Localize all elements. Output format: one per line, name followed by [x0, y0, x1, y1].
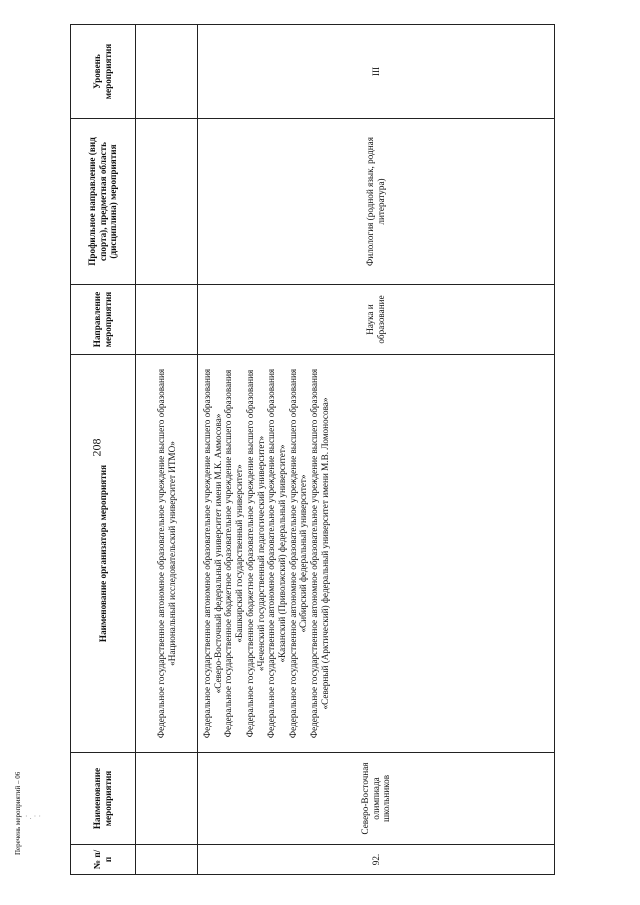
header-event-name: Наименование мероприятия	[71, 753, 136, 845]
prev-direction-cell	[136, 285, 198, 355]
footer-caption: Перечень мероприятий – 06	[14, 771, 22, 855]
prev-event-name-cell	[136, 753, 198, 845]
organizer-line: Федеральное государственное автономное образовательное учреждение высшего образования «Казанский (Приволжский) федеральный университет»	[266, 368, 287, 739]
table-row-previous	[136, 25, 198, 875]
prev-organizer-cell: Федеральное государственное автономное образовательное учреждение высшего образования «Национальный исследовательский университет ИТМО»	[136, 355, 198, 753]
prev-level-cell	[136, 25, 198, 119]
page-number: 208	[89, 438, 104, 457]
row-direction-cell: Наука и образование	[198, 285, 555, 355]
organizer-line: Федеральное государственное автономное образовательное учреждение высшего образования «Сибирский федеральный университет»	[287, 368, 309, 739]
events-table	[70, 24, 555, 875]
organizer-line: Федеральное государственное бюджетное образовательное учреждение высшего образования «Башкирский государственный университет»	[223, 369, 245, 738]
organizer-line: Федеральное государственное бюджетное образовательное учреждение высшего образования «Чеченский государственный педагогический университет»	[244, 369, 266, 738]
header-profile: Профильное направление (вид спорта), предметная область (дисциплина) мероприятия	[71, 119, 136, 285]
organizer-line: Федеральное государственное автономное образовательное учреждение высшего образования «Северный (Арктический) федеральный университет имени М.В. Ломоносова»	[309, 368, 330, 739]
row-profile-cell: Филология (родной язык, родная литература)	[198, 119, 555, 285]
row-organizer-cell	[198, 355, 555, 753]
table-header-row	[71, 25, 136, 875]
events-table-wrapper	[70, 25, 615, 875]
row-level-cell: III	[198, 25, 555, 119]
table-row-92	[198, 25, 555, 875]
row-event-name-cell: Северо-Восточная олимпиада школьников	[198, 753, 555, 845]
header-num: № п/п	[71, 845, 136, 875]
header-organizer: Наименование организатора мероприятия	[71, 355, 136, 753]
prev-profile-cell	[136, 119, 198, 285]
header-direction: Направление мероприятия	[71, 285, 136, 355]
header-level: Уровень мероприятия	[71, 25, 136, 119]
scan-artifact: · . · ·	[25, 812, 41, 821]
prev-num-cell	[136, 845, 198, 875]
organizer-line: Федеральное государственное автономное образовательное учреждение высшего образования «Северо-Восточный федеральный университет имени М.К. Аммосова»	[202, 368, 223, 739]
row-num-cell: 92.	[198, 845, 555, 875]
